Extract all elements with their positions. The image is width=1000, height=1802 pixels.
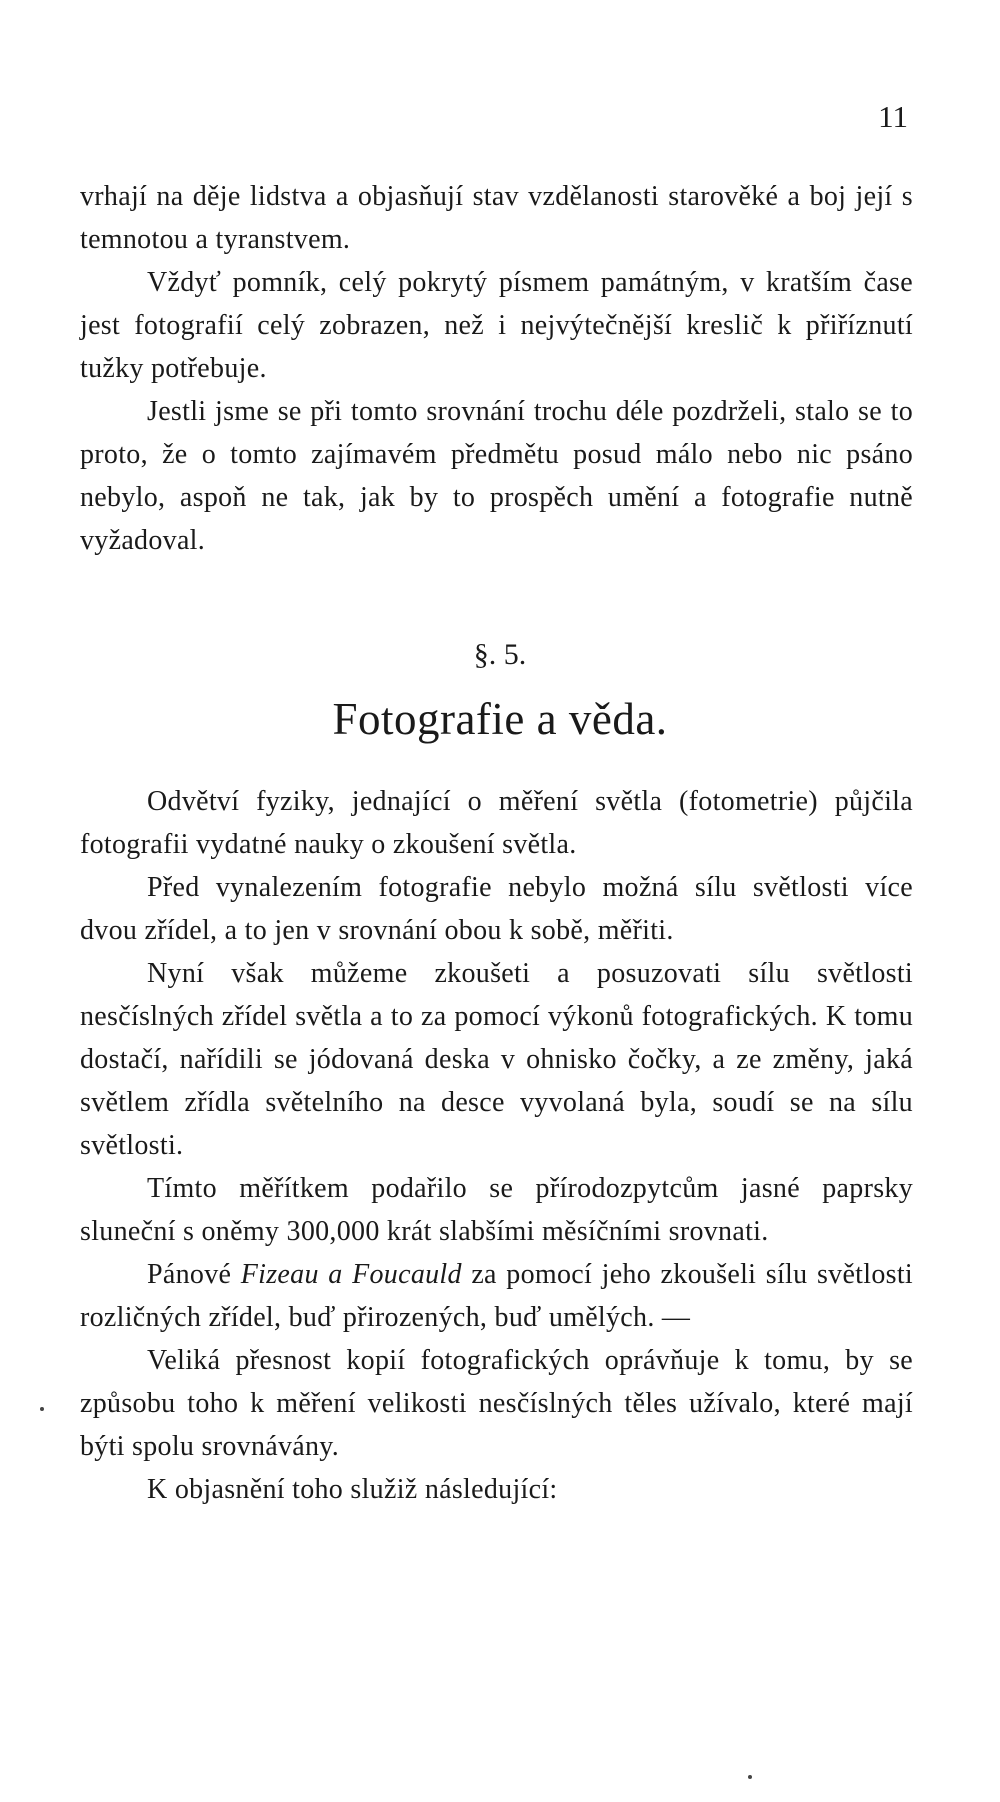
paragraph-end: za pomocí jeho zkoušeli sílu světlosti rozličných zřídel, buď přirozených, buď umělých. — bbox=[80, 1259, 913, 1333]
ink-speck bbox=[40, 1407, 44, 1411]
paragraph: vrhají na děje lidstva a objasňují stav vzdělanosti starověké a boj její s temnotou a tyranstvem. bbox=[80, 181, 913, 255]
continued-text bbox=[80, 175, 913, 562]
page-number: 11 bbox=[878, 99, 908, 134]
paragraph-start: Pánové bbox=[147, 1259, 241, 1290]
section-body bbox=[80, 780, 913, 1511]
paragraph: Veliká přesnost kopií fotografických oprávňuje k tomu, by se způsobu toho k měření velikosti nesčíslných těles užívalo, které mají býti spolu srovnávány. bbox=[80, 1345, 913, 1462]
section-title: Fotografie a věda. bbox=[332, 694, 668, 744]
ink-speck bbox=[748, 1775, 752, 1779]
paragraph: Jestli jsme se při tomto srovnání trochu déle pozdrželi, stalo se to proto, že o tomto zajímavém předmětu posud málo nebo nic psáno nebylo, aspoň ne tak, jak by to prospěch umění a fotografie nutně vyžadoval. bbox=[80, 396, 913, 556]
paragraph: Před vynalezením fotografie nebylo možná sílu světlosti více dvou zřídel, a to jen v srovnání obou k sobě, měřiti. bbox=[80, 872, 913, 946]
paragraph: Tímto měřítkem podařilo se přírodozpytcům jasné paprsky sluneční s oněmy 300,000 krát slabšími měsíčními srovnati. bbox=[80, 1173, 913, 1247]
paragraph bbox=[80, 1253, 913, 1339]
paragraph: Nyní však můžeme zkoušeti a posuzovati sílu světlosti nesčíslných zřídel světla a to za pomocí výkonů fotografických. K tomu dostačí, nařídili se jódovaná deska v ohnisko čočky, a ze změny, jaká světlem zřídla světelního na desce vyvolaná byla, soudí se na sílu světlosti. bbox=[80, 958, 913, 1161]
section-number: §. 5. bbox=[473, 638, 527, 671]
paragraph: Odvětví fyziky, jednající o měření světla (fotometrie) půjčila fotografii vydatné nauky o zkoušení světla. bbox=[80, 786, 913, 860]
italic-names: Fizeau a Foucauld bbox=[240, 1259, 462, 1290]
paragraph: Vždyť pomník, celý pokrytý písmem památným, v kratším čase jest fotografií celý zobrazen, než i nejvýtečnější kreslič k přiříznutí tužky potřebuje. bbox=[80, 267, 913, 384]
paragraph: K objasnění toho služiž následující: bbox=[147, 1474, 558, 1505]
